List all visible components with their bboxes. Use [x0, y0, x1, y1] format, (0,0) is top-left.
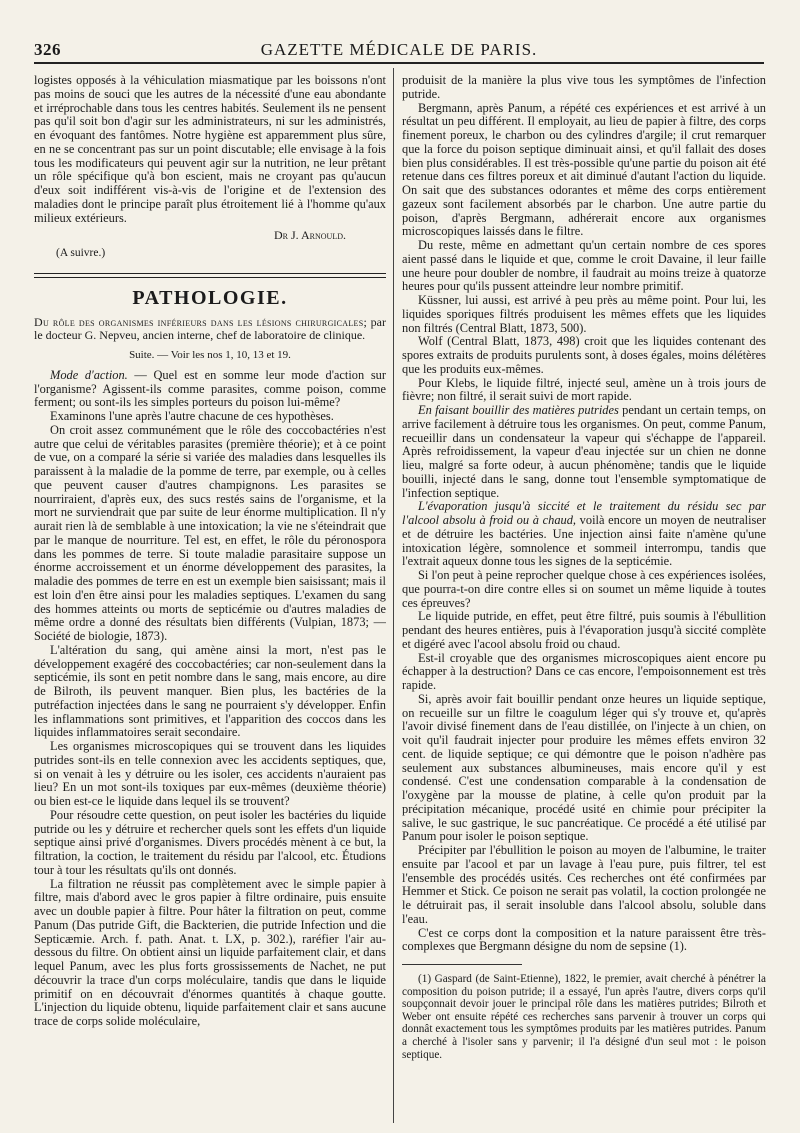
section-title: PATHOLOGIE.: [132, 286, 288, 309]
article-heading-author: par le docteur G. Nepveu, ancien interne, chef de laboratoire de clinique.: [34, 314, 386, 343]
page-number: 326: [34, 40, 61, 59]
paragraph: Si l'on peut à peine reprocher quelque chose à ces expériences isolées, que pourra-t-on dire contre elles si on soumet un même liquide à toutes ces épreuves?: [402, 568, 766, 610]
continuation-note: Suite. — Voir les nos 1, 10, 13 et 19.: [129, 349, 291, 361]
paragraph: Pour résoudre cette question, on peut isoler les bactéries du liquide putride ou les y détruire et rechercher quels sont les effets d'un liquide septique ainsi privé d'organismes. Divers procédés mènent à ce but, la filtration, la coction, le traitement du résidu par l'alcool, etc. Étudions tour à tour les résultats qu'ils ont donnés.: [34, 807, 386, 877]
section-double-rule: [34, 273, 386, 278]
paragraph-mode-action: Mode d'action. — Quel est en somme leur mode d'action sur l'organisme? Agissent-ils comme parasites, comme poison, comme ferment; ou sont-ils les simples porteurs du poison lui-même?: [34, 367, 386, 410]
article-heading-title: Du rôle des organismes inférieurs dans les lésions chirurgicales;: [34, 314, 368, 329]
intro-paragraph: logistes opposés à la véhiculation miasmatique par les boissons n'ont pas moins de souci que les autres de la nécessité d'une eau abondante et irréprochable dans tous les centres habités. Seulement ils ne pensent pas qu'il soit bon d'agir sur les administrateurs, ni sur les administrés, en évoquant des fantômes. Notre hygiène est apparemment plus sûre, en ne se concentrant pas sur un point discutable; elle envisage à la fois tous les modificateurs qui peuvent agir sur la nutrition, ne leur prêtant un rôle spécifique qu'à bon escient, mais ne croyant pas qu'aucun d'eux soit indifférent vis-à-vis de l'origine et de l'extension des maladies dont le principe paraît plus étroitement lié à l'homme qu'aux milieux extérieurs.: [34, 74, 386, 225]
paragraph: C'est ce corps dont la composition et la nature paraissent être très-complexes que Bergmann désigne du nom de sepsine (1).: [402, 925, 766, 954]
paragraph: Le liquide putride, en effet, peut être filtré, puis soumis à l'ébullition pendant des heures entières, puis à l'évaporation jusqu'à siccité complète et digéré avec l'acool absolu froid ou chaud.: [402, 609, 766, 651]
journal-title: GAZETTE MÉDICALE DE PARIS.: [260, 40, 538, 59]
page-header: [34, 38, 764, 64]
paragraph: L'altération du sang, qui amène ainsi la mort, n'est pas le développement exagéré des coccobactéries; car non-seulement dans la septicémie, ils sont en petit nombre dans le sang, mais encore, au dire de Bilroth, ils peuvent manquer. Bien plus, les bactéries de la putréfaction injectées dans le sang ne pourraient s'y développer. Enfin les inflammations sont primitives, et l'apparition des coccos dans les liquides inflammatoires serait secondaire.: [34, 642, 386, 740]
paragraph: Bergmann, après Panum, a répété ces expériences et est arrivé à un résultat un peu différent. Il employait, au lieu de papier à filtre, des corps finement poreux, le charbon ou des cylindres d'argile; il crut remarquer que la force du poison septique diminuait ainsi, et qu'il fallait des doses bien plus considérables. Il est très-possible qu'une partie du poison ait été retenue dans ces filtres poreux et ait diminué d'autant l'action du liquide. On sait que des substances odorantes et même des corps entièrement gazeux sont facilement absorbés par le charbon. Une autre partie du poison, d'après Bergmann, adhérerait encore aux organismes microscopiques laissés dans le filtre.: [402, 100, 766, 239]
right-column: [402, 74, 766, 1123]
paragraph: produisit de la manière la plus vive tous les symptômes de l'infection putride.: [402, 74, 766, 101]
column-divider: [393, 68, 394, 1123]
footnote: (1) Gaspard (de Saint-Etienne), 1822, le premier, avait cherché à pénétrer la composition du poison putride; il a essayé, l'un après l'autre, divers corps qu'il soupçonnait devoir jouer le principal rôle dans les matières putrides; Bilroth et Weber ont ensuite répété ces recherches sans parvenir à trouver un corps qui donnât exactement tous les symptômes produits par les matières putrides. Panum a cherché à l'isoler sans y parvenir; il l'a désigné d'un seul mot : le poison septique.: [402, 973, 766, 1061]
article-heading: [34, 316, 386, 344]
to-be-continued: (A suivre.): [56, 247, 106, 259]
paragraph: Examinons l'une après l'autre chacune de ces hypothèses.: [50, 409, 334, 423]
footnote-rule: [402, 964, 522, 965]
paragraph-evaporation: L'évaporation jusqu'à siccité et le traitement du résidu sec par l'alcool absolu à froid ou à chaud, voilà encore un moyen de neutraliser et de détruire les bactéries. Une injection ainsi faite n'amène qu'une intoxication légère, somnolence et sommeil interrompu, tandis que l'extrait aqueux donne tous les signes de la septicémie.: [402, 499, 766, 569]
paragraph: Wolf (Central Blatt, 1873, 498) croit que les liquides contenant des spores extraits de produits purulents sont, à doses égales, moins délétères que les produits eux-mêmes.: [402, 334, 766, 376]
author-signature: Dr J. Arnould.: [273, 228, 346, 243]
paragraph: Küssner, lui aussi, est arrivé à peu près au même point. Pour lui, les liquides sporiques filtrés produisent les mêmes effets que les liquides non filtrés (Central Blatt, 1873, 500).: [402, 293, 766, 335]
paragraph: Du reste, même en admettant qu'un certain nombre de ces spores aient passé dans le liquide et que, comme le croit Davaine, il leur faille une heure pour doubler de nombre, il faudrait au moins treize à quatorze heures pour qu'ils pussent atteindre leur nombre primitif.: [402, 238, 766, 294]
paragraph: Si, après avoir fait bouillir pendant onze heures un liquide septique, on recueille sur un filtre le coagulum léger qui s'y trouve et, qu'après l'avoir divisé finement dans de l'eau distillée, on l'injecte à un chien, on voit qu'il faudrait injecter pour produire les mêmes effets environ 32 cent. de liquide septique; ce qui démontre que le poison n'adhère pas seulement aux substances albumineuses, mais encore qu'il y est condensé. C'est une condensation comparable à la condensation de l'oxygène par la mousse de platine, à celle qu'on produit par la précipitation mécanique, procédé usité en chimie pour précipiter la salive, le suc gastrique, le suc pancréatique. Ce procédé a été utilisé par Panum pour isoler le poison septique.: [402, 691, 766, 844]
paragraph: Est-il croyable que des organismes microscopiques aient encore pu échapper à la destruction? Dans ce cas encore, l'empoisonnement est très rapide.: [402, 650, 766, 692]
paragraph-boiling: En faisant bouillir des matières putrides pendant un certain temps, on arrive facilement à détruire tous les organismes. On peut, comme Panum, recueillir dans un condensateur la vapeur qui s'échappe de l'appareil. Après refroidissement, la vapeur d'eau injectée sur un chien ne donne lieu, malgré sa forte odeur, à aucun phénomène; tandis que le liquide bouilli, injecté dans le sang, donne tout l'ensemble symptomatique de l'infection septique.: [402, 403, 766, 500]
paragraph: Pour Klebs, le liquide filtré, injecté seul, amène un à trois jours de fièvre; non filtré, il serait suivi de mort rapide.: [402, 375, 766, 404]
paragraph: La filtration ne réussit pas complètement avec le simple papier à filtre, mais d'abord avec le gros papier à filtre ordinaire, puis ensuite avec un double papier à filtre. Pour hâter la filtration on peut, comme Panum (Das putride Gift, die Backterien, die putride Infection und die Septicæmie. Arch. f. path. Anat. t. LX, p. 302.), raréfier l'air au-dessous du filtre. On obtient ainsi un liquide parfaitement clair, et dans lequel Panum, avec les plus forts grossissements de Nachet, ne put découvrir la trace d'un corps moléculaire, tandis que dans le liquide primitif on en découvrait d'énormes quantités à chaque goutte. L'injection du liquide obtenu, liquide parfaitement clair et sans aucune trace de corps solide moléculaire,: [34, 876, 386, 1028]
paragraph: Précipiter par l'ébullition le poison au moyen de l'albumine, le traiter ensuite par l'acool et par un lavage à l'eau pure, puis filtrer, tel est l'ensemble des procédés usités. Ces recherches ont été confirmées par Hemmer et Stick. Ce poison ne serait pas volatil, la coction prolongée ne le détruirait pas, il serait insoluble dans l'alcool absolu, soluble dans l'eau.: [402, 843, 766, 926]
paragraph: Les organismes microscopiques qui se trouvent dans les liquides putrides sont-ils en telle connexion avec les accidents septiques, que, si on venait à les y détruire ou les isoler, ces accidents n'auraient pas lieu? En un mot sont-ils toxiques par eux-mêmes (deuxième théorie) ou bien est-ce le liquide dans lequel ils se trouvent?: [34, 739, 386, 808]
paragraph: On croit assez communément que le rôle des coccobactéries n'est autre que celui de véritables parasites (première théorie); et à ce point de vue, on a comparé la série si variée des maladies dans lesquelles ils paraissent à la maladie de la pomme de terre, par exemple, ou à celles que peuvent causer d'autres champignons. Les parasites se nourriraient, d'après eux, des sucs restés sains de l'organisme, et la mort ne surviendrait que par suite de leur énorme multiplication. Il n'y aurait rien là de semblable à une intoxication; la vie ne s'éteindrait que par le manque de nourriture. Tel est, en effet, le rôle du péronospora dans les pommes de terre. Si toute maladie parasitaire suppose un énorme accroissement et un énorme développement des parasites, la maladie des pommes de terre en est un exemple bien saisissant; mais il est loin d'en être ainsi pour les maladies septiques. L'examen du sang des hommes atteints ou morts de septicémie ou d'autres maladies de même ordre a donné des résultats bien différents (Vulpian, 1873; — Société de biologie, 1873).: [34, 422, 386, 643]
left-column: [34, 74, 386, 1123]
